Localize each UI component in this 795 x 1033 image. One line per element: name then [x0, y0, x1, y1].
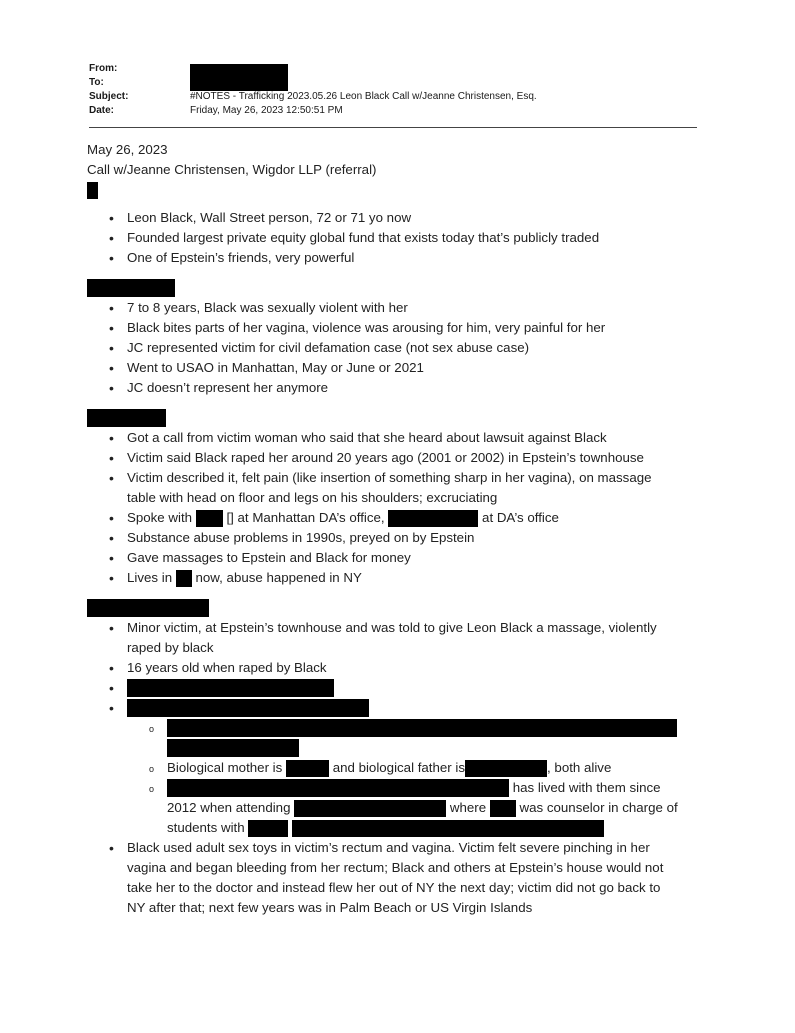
text-fragment: 2012 when attending: [167, 800, 291, 815]
to-row: [89, 76, 697, 90]
header-divider: [89, 127, 697, 128]
list-item: [87, 618, 699, 658]
list-item: • 7 to 8 years, Black was sexually violent with her: [87, 298, 699, 318]
list-item: • Victim said Black raped her around 20 years ago (2001 or 2002) in Epstein’s townhouse: [87, 448, 699, 468]
text-fragment: where: [449, 800, 487, 815]
subject-label: Subject:: [89, 91, 129, 102]
text-fragment: students with: [167, 820, 245, 835]
list-item: • Founded largest private equity global fund that exists today that’s publicly traded: [87, 228, 699, 248]
redaction: [167, 719, 677, 737]
list-item: • Substance abuse problems in 1990s, preyed on by Epstein: [87, 528, 699, 548]
text-fragment: and biological father is: [332, 760, 466, 775]
list-item: • One of Epstein’s friends, very powerful: [87, 248, 699, 268]
redaction: [167, 779, 509, 797]
text-line: Minor victim, at Epstein’s townhouse and was told to give Leon Black a massage, violently: [127, 620, 657, 635]
text-fragment: , both alive: [547, 760, 612, 775]
text-fragment: at DA’s office: [482, 510, 559, 525]
list-item: • Black bites parts of her vagina, violence was arousing for him, very painful for her: [87, 318, 699, 338]
redaction: [176, 570, 192, 587]
text-line: raped by black: [127, 640, 214, 655]
list-item: • JC doesn’t represent her anymore: [87, 378, 699, 398]
to-label: To:: [89, 77, 104, 88]
subject-value: #NOTES - Trafficking 2023.05.26 Leon Black Call w/Jeanne Christensen, Esq.: [190, 91, 537, 102]
list-item: [87, 508, 699, 528]
text-fragment: now, abuse happened in NY: [195, 570, 362, 585]
text-line: Black used adult sex toys in victim’s rectum and vagina. Victim felt severe pinching in her: [127, 840, 650, 855]
text-line: Victim described it, felt pain (like insertion of something sharp in her vagina), on massage: [127, 470, 652, 485]
list-item: • Went to USAO in Manhattan, May or June or 2021: [87, 358, 699, 378]
date-value: Friday, May 26, 2023 12:50:51 PM: [190, 105, 343, 116]
redaction: [388, 510, 478, 527]
sub-list-item: [87, 718, 699, 758]
subject-row: [89, 90, 697, 104]
text-fragment: Spoke with: [127, 510, 193, 525]
email-header: [89, 62, 697, 118]
section-4-list: [87, 618, 699, 718]
list-item: [87, 678, 699, 698]
list-item: [87, 568, 699, 588]
list-item: [87, 698, 699, 718]
redaction-from-to: [190, 64, 288, 91]
redacted-heading-1: [87, 180, 699, 200]
text-fragment: was counselor in charge of: [519, 800, 678, 815]
from-row: [89, 62, 697, 76]
list-item: • 16 years old when raped by Black: [87, 658, 699, 678]
text-line: vagina and began bleeding from her rectum; Black and others at Epstein’s house would not: [127, 860, 664, 875]
list-item: [87, 468, 699, 508]
list-item: • Got a call from victim woman who said that she heard about lawsuit against Black: [87, 428, 699, 448]
section-4-sublist: [87, 718, 699, 838]
section-3-list: [87, 428, 699, 588]
text-line: NY after that; next few years was in Palm Beach or US Virgin Islands: [127, 900, 533, 915]
list-item: [87, 838, 699, 918]
redacted-heading-2: [87, 278, 699, 298]
redacted-heading-3: [87, 408, 699, 428]
redaction: [196, 510, 223, 527]
doc-date: May 26, 2023: [87, 142, 168, 157]
redaction: [294, 800, 446, 817]
list-item: • Leon Black, Wall Street person, 72 or 71 yo now: [87, 208, 699, 228]
list-item: • Gave massages to Epstein and Black for money: [87, 548, 699, 568]
date-row: [89, 104, 697, 118]
sub-list-item: [87, 758, 699, 778]
redaction: [286, 760, 329, 777]
section-2-list: [87, 298, 699, 398]
text-line: take her to the doctor and instead flew her out of NY the next day; victim did not go back to: [127, 880, 661, 895]
redaction: [167, 739, 299, 757]
redaction: [127, 679, 334, 697]
section-1-list: [87, 208, 699, 268]
text-fragment: Lives in: [127, 570, 173, 585]
list-item: • JC represented victim for civil defamation case (not sex abuse case): [87, 338, 699, 358]
sub-list-item: [87, 778, 699, 838]
redaction: [465, 760, 547, 777]
call-line: Call w/Jeanne Christensen, Wigdor LLP (referral): [87, 162, 377, 177]
date-label: Date:: [89, 105, 115, 116]
section-4-list-continued: [87, 838, 699, 918]
redaction: [248, 820, 288, 837]
redaction: [127, 699, 369, 717]
text-fragment: Biological mother is: [167, 760, 283, 775]
text-fragment: has lived with them since: [512, 780, 661, 795]
redaction: [292, 820, 604, 837]
document-body: [87, 140, 699, 918]
redacted-heading-4: [87, 598, 699, 618]
text-line: table with head on floor and legs on his shoulders; excruciating: [127, 490, 498, 505]
redaction: [490, 800, 516, 817]
from-label: From:: [89, 63, 118, 74]
text-fragment: [] at Manhattan DA’s office,: [226, 510, 385, 525]
